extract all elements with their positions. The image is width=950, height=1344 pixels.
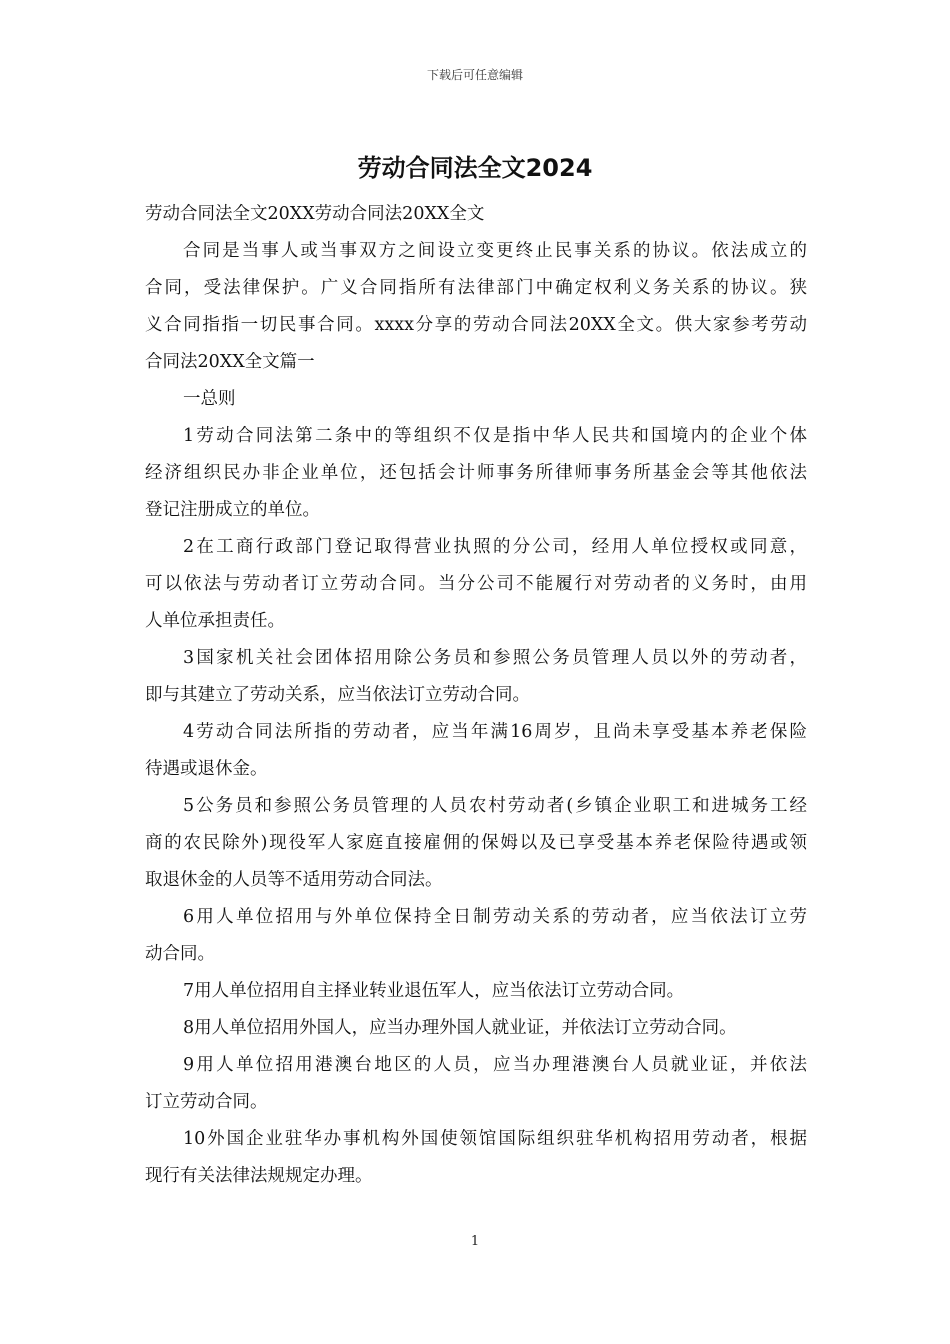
paragraph-line: 合同法20XX全文篇一 xyxy=(145,352,315,372)
paragraph xyxy=(145,1121,807,1195)
paragraph-line: 商的农民除外)现役军人家庭直接雇佣的保姆以及已享受基本养老保险待遇或领 xyxy=(145,833,807,853)
paragraph-line: 现行有关法律法规规定办理。 xyxy=(145,1166,373,1186)
paragraph-line: 7用人单位招用自主择业转业退伍军人，应当依法订立劳动合同。 xyxy=(183,981,685,1001)
paragraph-line: 一总则 xyxy=(183,389,236,409)
paragraph-line: 9用人单位招用港澳台地区的人员，应当办理港澳台人员就业证，并依法 xyxy=(183,1055,807,1075)
paragraph xyxy=(145,788,807,899)
paragraph-line: 10外国企业驻华办事机构外国使领馆国际组织驻华机构招用劳动者，根据 xyxy=(183,1129,807,1149)
document-title: 劳动合同法全文2024 xyxy=(357,154,593,182)
paragraph xyxy=(145,418,807,529)
paragraph-line: 订立劳动合同。 xyxy=(145,1092,268,1112)
document-body xyxy=(145,196,807,1195)
page-number: 1 xyxy=(470,1234,480,1249)
paragraph-line: 8用人单位招用外国人，应当办理外国人就业证，并依法订立劳动合同。 xyxy=(183,1018,737,1038)
paragraph-line: 4劳动合同法所指的劳动者，应当年满16周岁，且尚未享受基本养老保险 xyxy=(183,722,807,742)
paragraph xyxy=(145,973,807,1010)
paragraph-list xyxy=(145,233,807,1195)
paragraph xyxy=(145,233,807,381)
paragraph-line: 动合同。 xyxy=(145,944,215,964)
paragraph-line: 合同，受法律保护。广义合同指所有法律部门中确定权利义务关系的协议。狭 xyxy=(145,278,807,298)
paragraph-line: 待遇或退休金。 xyxy=(145,759,268,779)
paragraph-line: 人单位承担责任。 xyxy=(145,611,285,631)
document-subtitle: 劳动合同法全文20XX劳动合同法20XX全文 xyxy=(145,204,485,224)
paragraph-line: 5公务员和参照公务员管理的人员农村劳动者(乡镇企业职工和进城务工经 xyxy=(183,796,807,816)
paragraph xyxy=(145,714,807,788)
paragraph-line: 义合同指指一切民事合同。xxxx分享的劳动合同法20XX全文。供大家参考劳动 xyxy=(145,315,807,335)
paragraph xyxy=(145,381,807,418)
paragraph xyxy=(145,1047,807,1121)
paragraph-line: 经济组织民办非企业单位，还包括会计师事务所律师事务所基金会等其他依法 xyxy=(145,463,807,483)
paragraph-line: 6用人单位招用与外单位保持全日制劳动关系的劳动者，应当依法订立劳 xyxy=(183,907,807,927)
header-note: 下载后可任意编辑 xyxy=(426,68,523,82)
paragraph xyxy=(145,1010,807,1047)
paragraph xyxy=(145,529,807,640)
paragraph-line: 可以依法与劳动者订立劳动合同。当分公司不能履行对劳动者的义务时，由用 xyxy=(145,574,807,594)
paragraph-line: 2在工商行政部门登记取得营业执照的分公司，经用人单位授权或同意， xyxy=(183,537,807,557)
paragraph-line: 登记注册成立的单位。 xyxy=(145,500,320,520)
paragraph-line: 3国家机关社会团体招用除公务员和参照公务员管理人员以外的劳动者， xyxy=(183,648,807,668)
paragraph xyxy=(145,640,807,714)
paragraph-line: 1劳动合同法第二条中的等组织不仅是指中华人民共和国境内的企业个体 xyxy=(183,426,807,446)
paragraph-line: 合同是当事人或当事双方之间设立变更终止民事关系的协议。依法成立的 xyxy=(183,241,807,261)
paragraph-line: 取退休金的人员等不适用劳动合同法。 xyxy=(145,870,443,890)
paragraph-line: 即与其建立了劳动关系，应当依法订立劳动合同。 xyxy=(145,685,530,705)
paragraph xyxy=(145,899,807,973)
